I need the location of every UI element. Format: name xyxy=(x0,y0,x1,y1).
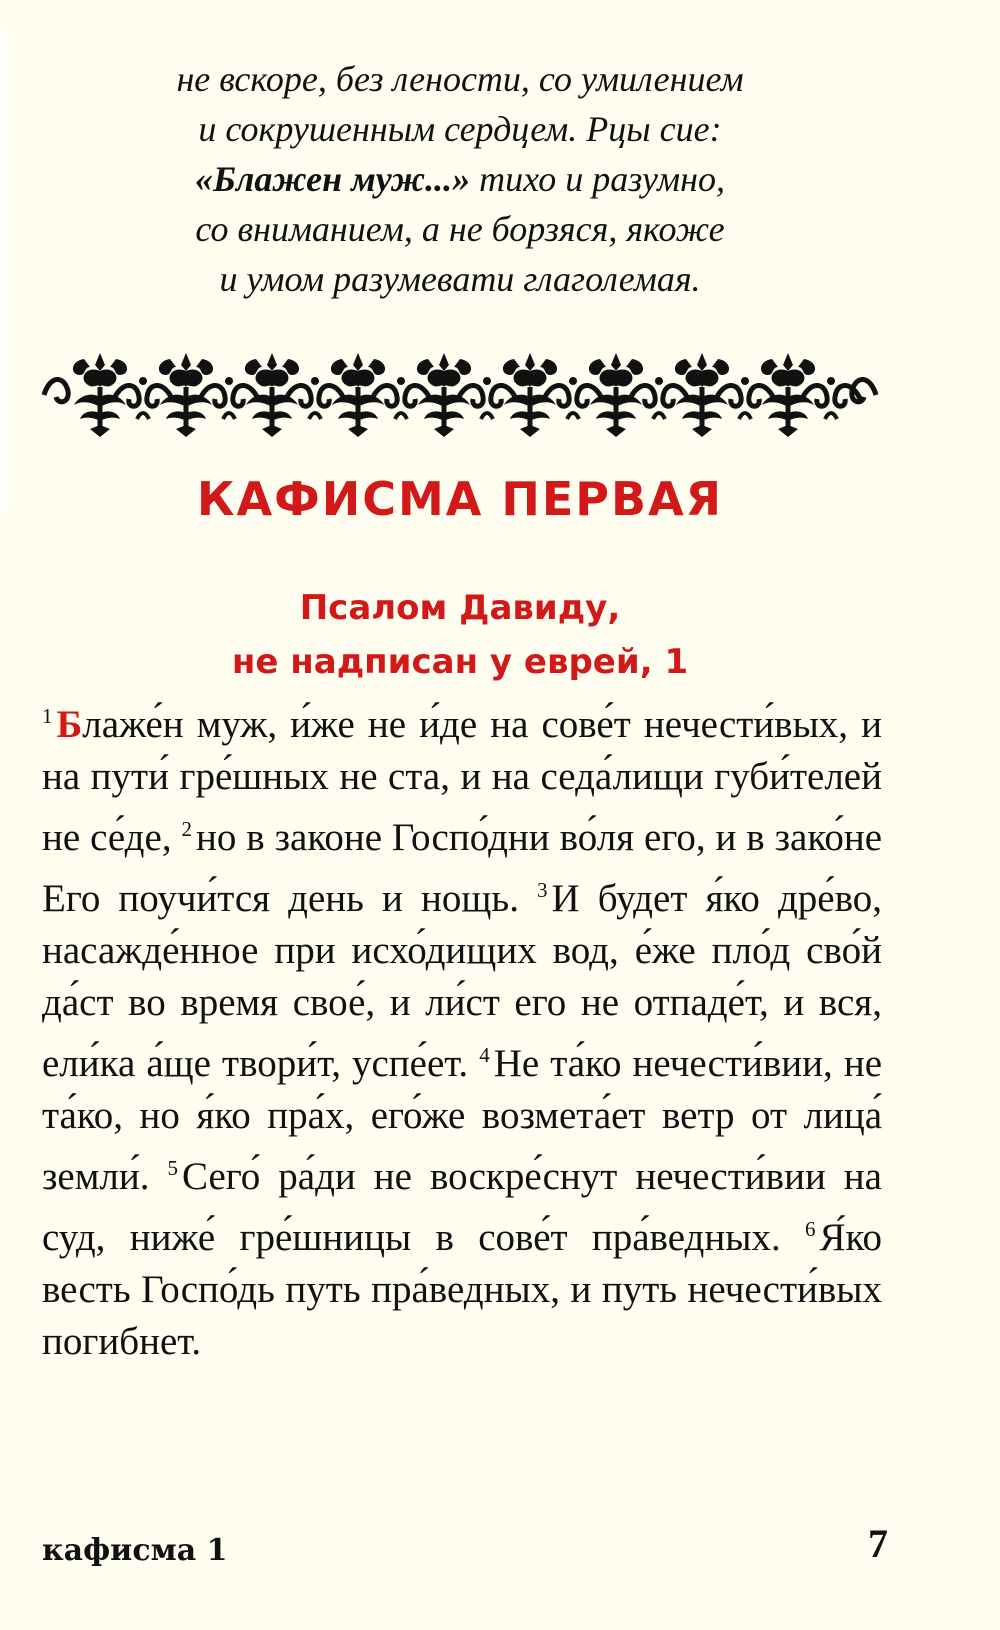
verse-text: И будет я́ко дре́во, насажде́нное при исхо́дищих вод, е́же пло́д сво́й да́ст во время свое́, и ли́ст его не отпаде́т, и вся, ели́ка а́ще твори́т, успе́ет. xyxy=(42,877,883,1085)
psalm-text xyxy=(42,690,882,1368)
verse-text: Сего́ ра́ди не воскре́снут нечести́вии на суд, ниже́ гре́шницы в сове́т пра́ведных. xyxy=(42,1155,882,1259)
verse-number: 4 xyxy=(479,1043,490,1067)
psalm-subtitle-line2: не надписан у еврей, 1 xyxy=(231,642,689,682)
page-number: 7 xyxy=(868,1521,888,1566)
verse-text: лаже́н муж, и́же не и́де на сове́т нечести́вых, и на пути́ гре́шных не ста, и на седа́лищи губи́телей не се́де, xyxy=(42,703,882,859)
intro-line: не вскоре, без лености, со умилением xyxy=(176,59,744,99)
intro-quote: «Блажен муж...» xyxy=(195,159,471,199)
verse-number: 5 xyxy=(167,1156,178,1180)
drop-cap: Б xyxy=(56,703,83,746)
intro-line: со вниманием, а не борзяся, якоже xyxy=(195,209,725,249)
verse-text: Я́ко весть Госпо́дь путь пра́ведных, и путь нечести́вых погибнет. xyxy=(42,1216,882,1363)
intro-line-rest: тихо и разумно, xyxy=(470,159,725,199)
intro-rubric xyxy=(40,54,880,304)
verse-text: Не та́ко нечести́вии, не та́ко, но я́ко пра́х, его́же возмета́ет ветр от лица́ земли́. xyxy=(42,1042,882,1198)
psalm-paragraph xyxy=(42,690,882,1368)
intro-line: и сокрушенным сердцем. Рцы сие: xyxy=(198,109,722,149)
section-title: КАФИСМА ПЕРВАЯ xyxy=(196,472,724,526)
verse-number: 1 xyxy=(42,704,53,728)
verse-number: 2 xyxy=(181,817,193,841)
psalm-subtitle-line1: Псалом Давиду, xyxy=(299,588,621,628)
verse-number: 6 xyxy=(805,1217,816,1241)
verse-text: но в законе Госпо́дни во́ля его, и в зако́не Его поучи́тся день и нощь. xyxy=(42,816,883,920)
intro-line xyxy=(40,154,880,204)
running-footer: кафисма 1 xyxy=(42,1533,228,1568)
verse-number: 3 xyxy=(537,878,548,902)
intro-line: и умом разумевати глаголемая. xyxy=(219,259,701,299)
floral-vine-ornament-icon xyxy=(40,345,880,445)
page-edge-highlight xyxy=(0,30,14,510)
